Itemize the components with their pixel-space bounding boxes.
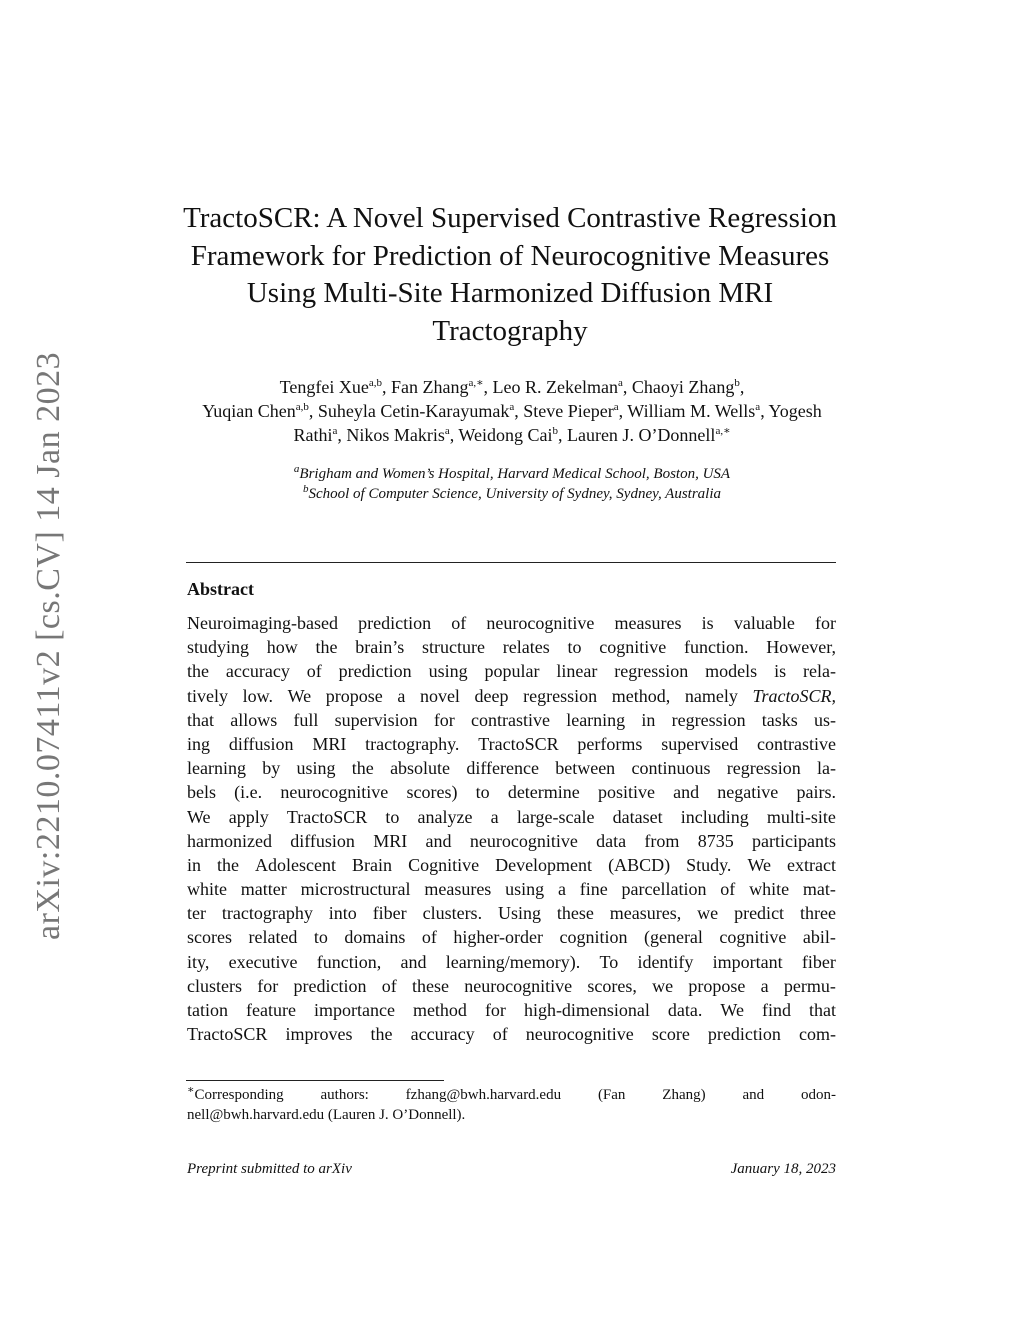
author-name: Tengfei Xue	[279, 377, 369, 397]
abstract-word: novel	[419, 685, 460, 706]
abstract-word: diffusion	[228, 733, 294, 754]
affiliation-item	[180, 484, 844, 504]
footnote-word: fzhang@bwh.harvard.edu	[405, 1087, 562, 1103]
author-name: Yuqian Chen	[202, 401, 296, 421]
abstract-line	[187, 1022, 836, 1046]
abstract-word: Brain	[352, 854, 393, 875]
abstract-word: into	[328, 903, 357, 924]
preprint-date: January 18, 2023	[730, 1161, 836, 1177]
author-affil-mark: a,∗	[468, 377, 484, 389]
abstract-word: full	[293, 709, 319, 730]
author-name: Lauren J. O’Donnell	[566, 425, 716, 445]
abstract-word: from	[644, 830, 680, 851]
abstract-word: pairs.	[796, 782, 836, 803]
abstract-word: analyze	[417, 806, 473, 827]
abstract-word: Neuroimaging-based	[187, 613, 338, 633]
abstract-word: accuracy	[410, 1024, 475, 1045]
abstract-word: determine	[507, 782, 580, 803]
abstract-word: (general	[643, 927, 703, 948]
abstract-word: these	[411, 975, 449, 996]
abstract-word: Adolescent	[255, 854, 337, 875]
abstract-word: Development	[495, 854, 593, 875]
abstract-word: clusters.	[422, 903, 483, 924]
abstract-word: linear	[556, 661, 598, 682]
author-affil-mark: a,∗	[715, 425, 731, 437]
abstract-word: Using	[497, 903, 541, 924]
abstract-word: fiber	[372, 903, 407, 924]
abstract-word: brain’s	[355, 637, 405, 658]
abstract-word: neurocognitive	[525, 1024, 634, 1045]
abstract-word: measures,	[609, 903, 682, 924]
abstract-line	[187, 732, 836, 756]
abstract-word: absolute	[390, 758, 451, 779]
abstract-word: that	[808, 1000, 836, 1020]
author-affil-mark: a	[509, 401, 515, 413]
abstract-word: fiber	[801, 951, 836, 972]
abstract-word: supervision	[334, 709, 418, 730]
abstract-word: scores)	[406, 782, 458, 803]
abstract-word: models	[705, 661, 758, 682]
arxiv-identifier-stamp: arXiv:2210.07411v2 [cs.CV] 14 Jan 2023	[30, 351, 67, 940]
abstract-word: prediction	[293, 975, 367, 996]
abstract-word: for	[814, 613, 836, 633]
abstract-line	[187, 974, 836, 998]
abstract-word: of	[421, 927, 437, 948]
abstract-word: allows	[230, 709, 278, 730]
title-line: Tractography	[432, 314, 588, 347]
author-name: Suheyla Cetin-Karayumak	[317, 401, 510, 421]
abstract-word: neurocognitive	[280, 782, 389, 803]
abstract-word: in	[641, 709, 656, 730]
abstract-word: to	[313, 927, 328, 948]
abstract-word: neurocognitive	[464, 975, 573, 996]
abstract-word: regression	[614, 661, 689, 682]
abstract-word: of	[381, 975, 397, 996]
abstract-word: of	[720, 879, 736, 900]
affiliation-mark: a	[293, 463, 300, 475]
abstract-line	[187, 635, 836, 659]
author-affil-mark: a,b	[368, 377, 382, 389]
abstract-word: clusters	[187, 975, 242, 996]
abstract-word: and	[425, 830, 452, 851]
abstract-word: We	[747, 854, 771, 875]
abstract-word: using	[296, 758, 336, 779]
abstract-word: We	[187, 806, 211, 827]
abstract-word: including	[680, 806, 749, 827]
footnote-word: odon-	[800, 1087, 836, 1103]
abstract-word: We	[720, 1000, 744, 1020]
abstract-word: (i.e.	[234, 782, 263, 803]
abstract-word: data.	[667, 1000, 703, 1020]
author-name: Leo R. Zekelman	[492, 377, 619, 397]
abstract-word: TractoSCR,	[752, 685, 836, 706]
abstract-word: TractoSCR	[187, 1024, 268, 1045]
abstract-word: and	[673, 782, 700, 803]
abstract-word: to	[475, 782, 490, 803]
abstract-word: valuable	[733, 613, 795, 633]
abstract-word: tively	[187, 685, 228, 706]
abstract-body	[187, 611, 836, 1046]
abstract-line	[187, 901, 836, 925]
author-affil-mark: b	[734, 377, 740, 389]
abstract-word: domains	[344, 927, 406, 948]
abstract-word: regression	[523, 685, 598, 706]
abstract-word: TractoSCR	[286, 806, 368, 827]
abstract-word: using	[505, 879, 545, 900]
abstract-word: improves	[285, 1024, 353, 1045]
abstract-word: deep	[474, 685, 509, 706]
abstract-word: these	[556, 903, 594, 924]
abstract-word: using	[428, 661, 468, 682]
abstract-word: related	[248, 927, 298, 948]
abstract-word: 8735	[697, 830, 734, 851]
abstract-word: extract	[787, 854, 836, 875]
abstract-word: multi-site	[766, 806, 836, 827]
abstract-word: positive	[597, 782, 655, 803]
abstract-word: to	[385, 806, 400, 827]
abstract-line	[187, 756, 836, 780]
abstract-line	[187, 780, 836, 804]
abstract-word: accuracy	[225, 661, 290, 682]
abstract-word: predict	[734, 903, 785, 924]
abstract-word: Study.	[686, 854, 732, 875]
author-name: Nikos Makris	[346, 425, 445, 445]
author-name: Yogesh Rathi	[293, 401, 822, 445]
abstract-word: TractoSCR	[478, 733, 559, 754]
author-affil-mark: a	[755, 401, 761, 413]
abstract-word: participants	[751, 830, 836, 851]
abstract-word: the	[315, 637, 338, 658]
affiliation-text: Brigham and Women’s Hospital, Harvard Medical School, Boston, USA	[299, 466, 731, 482]
abstract-word: the	[370, 1024, 393, 1045]
abstract-line	[187, 659, 836, 683]
abstract-word: permu-	[783, 975, 836, 996]
abstract-word: neurocognitive	[469, 830, 578, 851]
abstract-word: (ABCD)	[608, 854, 671, 875]
abstract-word: Cognitive	[408, 854, 480, 875]
abstract-word: regression	[726, 758, 801, 779]
abstract-word: MRI	[373, 830, 408, 851]
author-affil-mark: a	[613, 401, 619, 413]
abstract-word: importance	[313, 1000, 395, 1020]
abstract-word: com-	[799, 1024, 836, 1045]
abstract-word: in	[187, 854, 202, 875]
abstract-word: rela-	[802, 661, 836, 682]
abstract-word: studying	[187, 637, 250, 658]
abstract-line	[187, 829, 836, 853]
abstract-word: function.	[683, 637, 749, 658]
paper-title	[160, 200, 860, 350]
abstract-top-rule	[186, 562, 836, 563]
abstract-line	[187, 684, 836, 708]
abstract-word: scores	[187, 927, 232, 948]
abstract-word: performs	[577, 733, 643, 754]
footnote-word: Zhang)	[662, 1087, 706, 1103]
abstract-word: the	[187, 661, 209, 682]
abstract-word: of	[492, 1024, 508, 1045]
abstract-word: tractography	[221, 903, 313, 924]
abstract-line	[187, 877, 836, 901]
abstract-word: between	[555, 758, 616, 779]
abstract-word: for	[433, 709, 455, 730]
abstract-word: bels	[187, 782, 216, 803]
abstract-line	[187, 805, 836, 829]
abstract-word: is	[701, 613, 714, 633]
abstract-word: by	[262, 758, 281, 779]
abstract-word: learning	[566, 709, 626, 730]
abstract-word: data	[596, 830, 627, 851]
abstract-word: a	[760, 975, 769, 996]
abstract-word: identify	[637, 951, 694, 972]
affiliation-text: School of Computer Science, University of Sydney, Sydney, Australia	[308, 486, 722, 502]
affiliation-list	[180, 464, 844, 504]
abstract-word: We	[287, 685, 312, 706]
abstract-word: of	[451, 613, 467, 633]
footnote-word: and	[742, 1087, 765, 1103]
abstract-word: cognition	[559, 927, 628, 948]
abstract-word: prediction	[358, 613, 432, 633]
author-affil-mark: a	[444, 425, 450, 437]
abstract-word: ter	[187, 903, 206, 924]
abstract-word: us-	[814, 709, 836, 730]
title-line: Framework for Prediction of Neurocognitive Measures	[190, 239, 830, 272]
abstract-word: we	[697, 903, 719, 924]
author-name: Fan Zhang	[390, 377, 469, 397]
abstract-word: negative	[717, 782, 779, 803]
abstract-word: popular	[484, 661, 540, 682]
author-affil-mark: a	[618, 377, 623, 389]
abstract-word: ing	[187, 733, 211, 754]
author-list	[180, 375, 844, 447]
abstract-word: tasks	[761, 709, 798, 730]
abstract-word: for	[484, 1000, 506, 1020]
abstract-word: apply	[228, 806, 269, 827]
abstract-heading: Abstract	[187, 579, 254, 599]
abstract-word: scores,	[587, 975, 637, 996]
abstract-word: method,	[611, 685, 671, 706]
abstract-word: regression	[671, 709, 746, 730]
abstract-word: for	[257, 975, 279, 996]
abstract-word: parcellation	[621, 879, 707, 900]
abstract-line	[187, 998, 836, 1022]
abstract-word: However,	[766, 637, 836, 658]
abstract-word: measures	[424, 879, 492, 900]
abstract-word: a	[490, 806, 499, 827]
abstract-word: find	[761, 1000, 791, 1020]
abstract-word: measures	[614, 613, 682, 633]
abstract-word: propose	[325, 685, 383, 706]
abstract-word: MRI	[312, 733, 347, 754]
abstract-word: of	[306, 661, 322, 682]
author-affil-mark: a,b	[295, 401, 309, 413]
abstract-word: large-scale	[516, 806, 595, 827]
footnote-mark: ∗	[187, 1084, 195, 1096]
footnote-word: authors:	[320, 1087, 369, 1103]
abstract-word: is	[774, 661, 787, 682]
abstract-line	[187, 611, 836, 635]
abstract-word: learning/memory).	[445, 951, 581, 972]
abstract-word: contrastive	[757, 733, 836, 754]
abstract-word: score	[651, 1024, 690, 1045]
abstract-line	[187, 853, 836, 877]
abstract-word: tation	[187, 1000, 228, 1020]
abstract-word: that	[187, 709, 214, 730]
abstract-word: executive	[228, 951, 298, 972]
abstract-word: propose	[688, 975, 746, 996]
abstract-word: we	[652, 975, 674, 996]
affiliation-mark: b	[302, 483, 309, 495]
footnote-line: nell@bwh.harvard.edu (Lauren J. O’Donnell).	[187, 1107, 466, 1123]
author-name: Chaoyi Zhang	[631, 377, 735, 397]
abstract-word: learning	[187, 758, 246, 779]
author-name: William M. Wells	[627, 401, 756, 421]
abstract-word: higher-order	[453, 927, 543, 948]
abstract-word: neurocognitive	[486, 613, 595, 633]
abstract-word: fine	[579, 879, 608, 900]
abstract-word: microstructural	[300, 879, 411, 900]
footnote-rule	[186, 1080, 444, 1081]
affiliation-item	[180, 464, 844, 484]
abstract-word: ity,	[187, 951, 210, 972]
abstract-word: dataset	[612, 806, 663, 827]
abstract-line	[187, 950, 836, 974]
corresponding-author-footnote	[187, 1085, 836, 1125]
abstract-word: continuous	[631, 758, 711, 779]
abstract-word: diffusion	[290, 830, 355, 851]
footnote-line	[187, 1085, 836, 1105]
author-name: Weidong Cai	[458, 425, 553, 445]
abstract-word: contrastive	[471, 709, 550, 730]
abstract-word: low.	[242, 685, 273, 706]
title-line: TractoSCR: A Novel Supervised Contrastive Regression	[183, 202, 837, 234]
abstract-word: important	[712, 951, 783, 972]
author-affil-mark: a	[332, 425, 338, 437]
author-line: Tengfei Xue$^{a,b}$, Fan Zhang$^{a,∗}$, Leo R. Zekelman$^a$, Chaoyi Zhang$^b$,	[279, 377, 745, 397]
author-affil-mark: b	[552, 425, 558, 437]
abstract-line	[187, 708, 836, 732]
abstract-word: the	[351, 758, 374, 779]
abstract-word: la-	[816, 758, 836, 779]
author-line: Yuqian Chen$^{a,b}$, Suheyla Cetin-Karayumak$^a$, Steve Pieper$^a$, William M. Wells$^a$, Yogesh Rathi$^a$, Nikos Makris$^a$, Weidong Cai$^b$, Lauren J. O’Donnell$^{a,∗}$	[202, 401, 822, 445]
abstract-word: three	[799, 903, 836, 924]
abstract-word: To	[599, 951, 619, 972]
abstract-word: cognitive	[599, 637, 667, 658]
abstract-word: matter	[240, 879, 287, 900]
abstract-word: method	[412, 1000, 467, 1020]
abstract-word: harmonized	[187, 830, 272, 851]
footnote-word: (Fan	[597, 1087, 626, 1103]
abstract-word: a	[557, 879, 566, 900]
footnote-word: ∗Corresponding	[187, 1084, 284, 1103]
abstract-word: supervised	[661, 733, 739, 754]
abstract-word: white	[749, 879, 790, 900]
abstract-word: how	[266, 637, 298, 658]
abstract-word: feature	[246, 1000, 296, 1020]
abstract-word: high-dimensional	[523, 1000, 650, 1020]
abstract-word: mat-	[802, 879, 836, 900]
abstract-word: function,	[316, 951, 382, 972]
abstract-word: relates	[502, 637, 550, 658]
preprint-note: Preprint submitted to arXiv	[187, 1161, 352, 1177]
title-line: Using Multi-Site Harmonized Diffusion MRI	[246, 277, 774, 309]
abstract-word: difference	[466, 758, 539, 779]
abstract-word: namely	[684, 685, 738, 706]
abstract-word: abil-	[802, 927, 836, 948]
abstract-word: and	[400, 951, 427, 972]
abstract-word: a	[397, 685, 406, 706]
author-name: Steve Pieper	[523, 401, 614, 421]
abstract-word: structure	[422, 637, 485, 658]
abstract-word: to	[567, 637, 582, 658]
abstract-word: cognitive	[719, 927, 787, 948]
abstract-word: the	[217, 854, 240, 875]
abstract-line	[187, 925, 836, 949]
abstract-word: tractography.	[365, 733, 460, 754]
abstract-word: prediction	[338, 661, 412, 682]
abstract-word: prediction	[707, 1024, 781, 1045]
abstract-word: white	[187, 879, 227, 900]
